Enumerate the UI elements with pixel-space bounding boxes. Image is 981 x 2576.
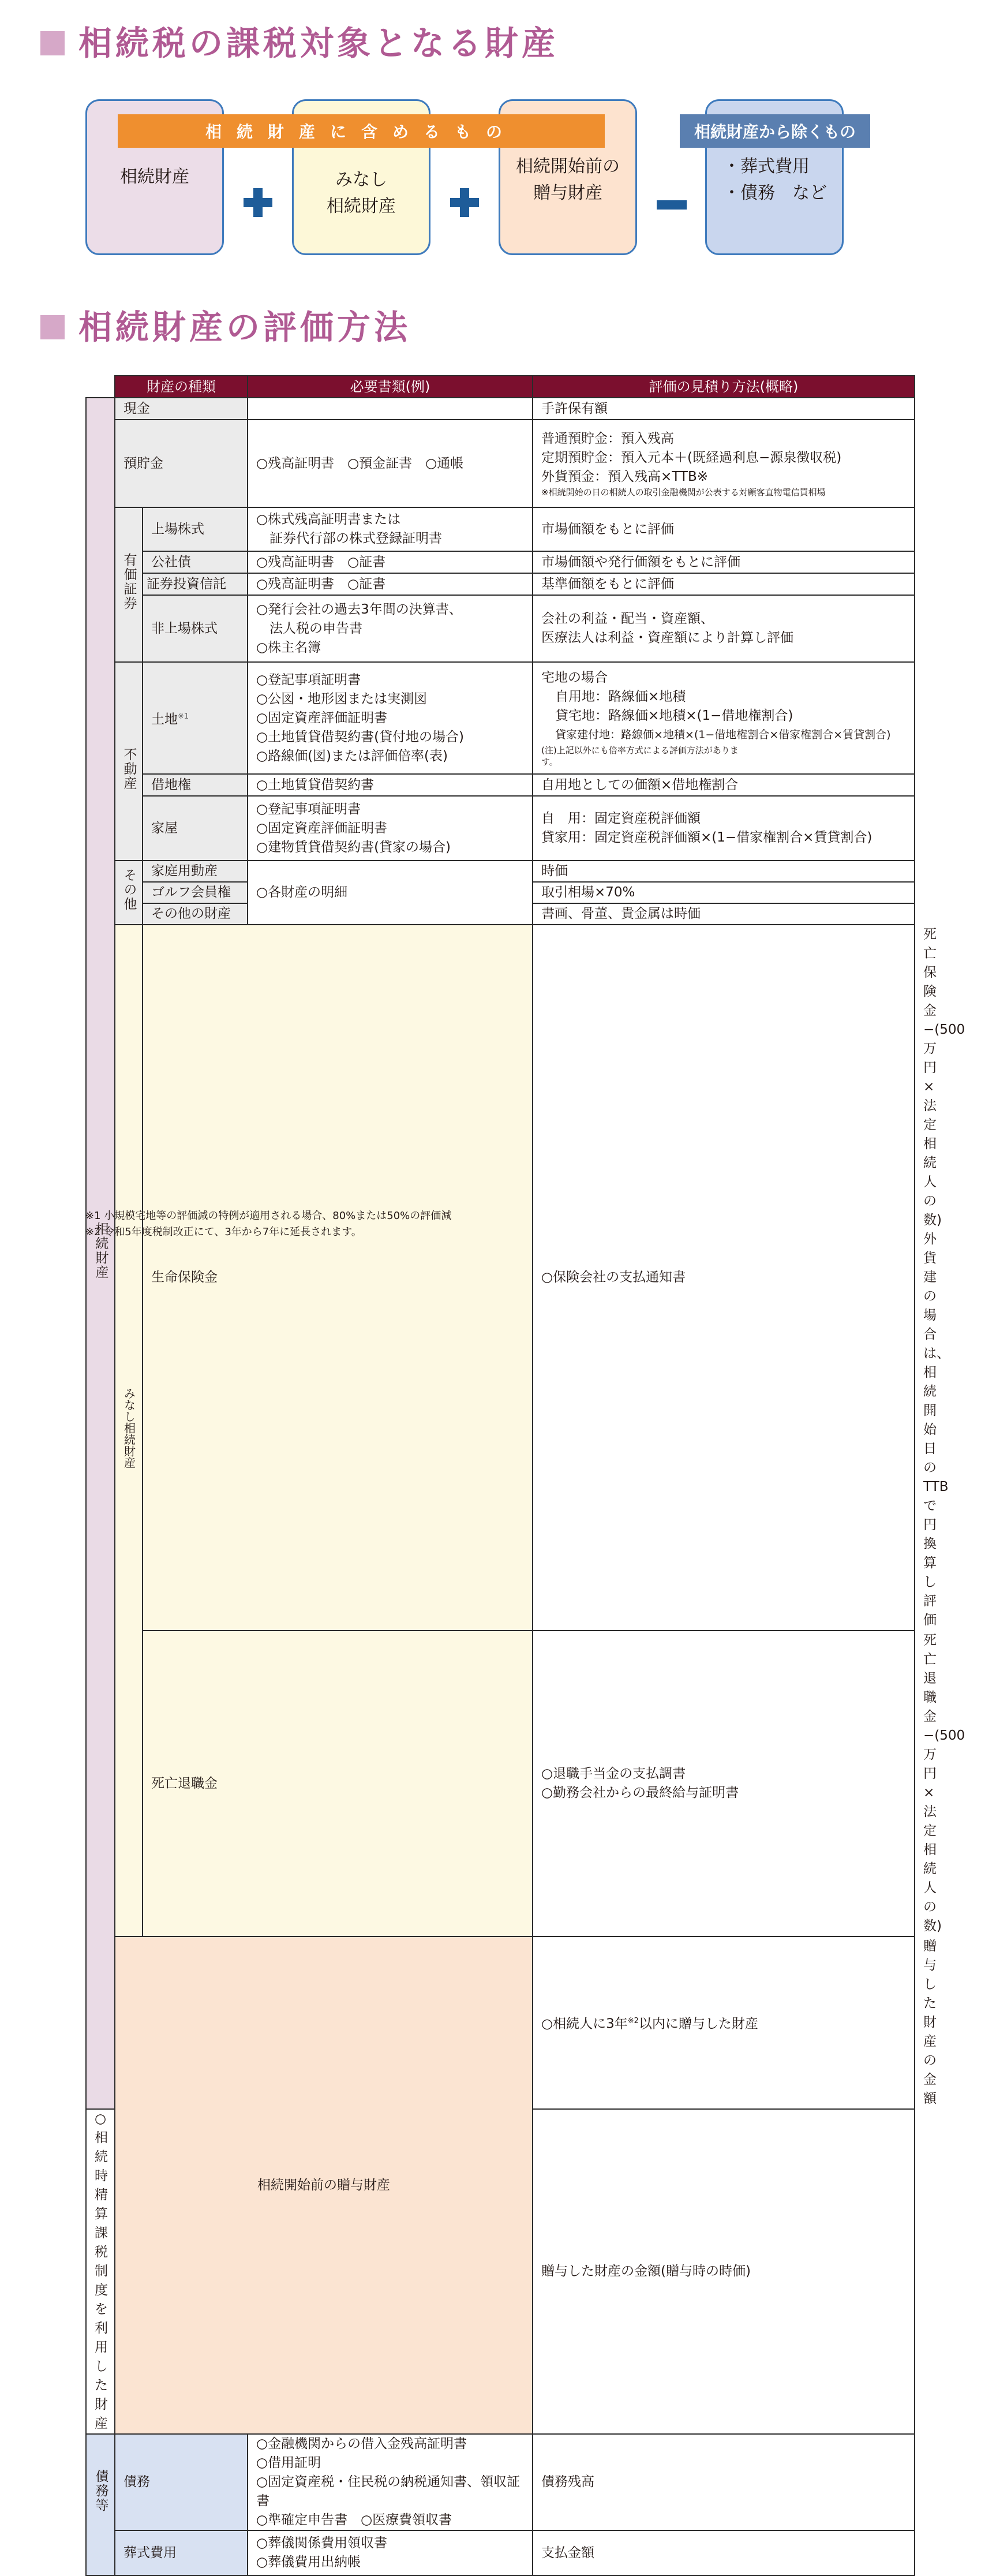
asset-type: 相続開始前の贈与財産 (115, 1936, 533, 2434)
box-inheritance-assets-label: 相続財産 (120, 166, 189, 187)
table-row (86, 595, 915, 662)
valuation-table (85, 375, 965, 2576)
group-inheritance-assets: 相続財産 (86, 398, 115, 2109)
documents-cell: ○葬儀関係費用領収書 ○葬儀費用出納帳 (248, 2530, 533, 2575)
table-row (86, 398, 915, 420)
method-cell: 自 用：固定資産税評価額 貸家用：固定資産税評価額×(1−借家権割合×賃貸割合) (533, 796, 915, 861)
table-row (86, 796, 915, 861)
table-row (86, 774, 915, 796)
table-row (86, 507, 915, 551)
method-cell: 支払金額 (533, 2530, 915, 2575)
section-marker (40, 315, 65, 339)
asset-type: 非上場株式 (143, 595, 248, 662)
asset-type: 葬式費用 (115, 2530, 248, 2575)
asset-type: 証券投資信託 (143, 573, 248, 595)
documents-cell: ○登記事項証明書 ○公図・地形図または実測図 ○固定資産評価証明書 ○土地賃貸借契約書(貸付地の場合) ○路線価(図)または評価倍率(表) (248, 662, 533, 774)
asset-type: 公社債 (143, 551, 248, 573)
section-title-valuation: 相続財産の評価方法 (78, 308, 411, 347)
documents-cell: ○残高証明書 ○証書 (248, 573, 533, 595)
documents-cell: ○各財産の明細 (248, 861, 533, 925)
method-line: 普通預貯金：預入残高 (541, 431, 674, 446)
method-cell: 市場価額をもとに評価 (533, 507, 915, 551)
method-line: 貸宅地：路線価×地積×(1−借地権割合) (555, 708, 793, 723)
plus-icon (450, 188, 479, 217)
method-cell (533, 662, 915, 774)
header-method: 評価の見積り方法(概略) (533, 376, 915, 398)
asset-type: 死亡退職金 (143, 1631, 533, 1936)
asset-type: 上場株式 (143, 507, 248, 551)
table-row: 死亡退職金 ○退職手当金の支払調書 ○勤務会社からの最終給与証明書 死亡退職金−(500万円×法定相続人の数) (86, 1631, 915, 1936)
table-row (86, 573, 915, 595)
section-title-taxable-assets: 相続税の課税対象となる財産 (78, 24, 559, 63)
documents-cell (248, 398, 533, 420)
footnote-1: ※1 小規模宅地等の評価減の特例が適用される場合、80%または50%の評価減 (85, 1210, 452, 1222)
asset-type: 借地権 (143, 774, 248, 796)
table-row (86, 662, 915, 774)
table-row (86, 420, 915, 507)
method-line: 外貨預金：預入残高×TTB※ (541, 469, 709, 484)
documents-cell: ○金融機関からの借入金残高証明書 ○借用証明 ○固定資産税・住民税の納税通知書、領収証書 ○準確定申告書 ○医療費領収書 (248, 2434, 533, 2530)
header-documents: 必要書類(例) (248, 376, 533, 398)
table-row (86, 861, 915, 882)
table-row: 相続開始前の贈与財産 ○相続人に3年$^{※2}$以内に贈与した財産 贈与した財産の金額 (86, 1936, 915, 2109)
documents-cell: ○退職手当金の支払調書 ○勤務会社からの最終給与証明書 (533, 1631, 915, 1936)
documents-cell: ○相続時精算課税制度を利用した財産 (86, 2109, 115, 2434)
header-asset-type: 財産の種類 (115, 376, 248, 398)
table-row (86, 551, 915, 573)
asset-type: その他の財産 (143, 903, 248, 925)
documents-cell: ○残高証明書 ○預金証書 ○通帳 (248, 420, 533, 507)
group-deemed-assets: みなし相続財産 (115, 925, 143, 1936)
table-row: みなし相続財産 生命保険金 ○保険会社の支払通知書 死亡保険金−(500万円×法定相続人の数) 外貨建の場合は、相続開始日のTTBで円換算し評価 (86, 925, 915, 1631)
method-note: (注)上記以外にも倍率方式による評価方法がありま す。 (541, 745, 739, 767)
group-other: その他 (115, 861, 143, 925)
asset-type: 預貯金 (115, 420, 248, 507)
method-cell: 贈与した財産の金額(贈与時の時価) (533, 2109, 915, 2434)
method-line: 宅地の場合 (541, 670, 608, 685)
table-row (86, 2434, 915, 2530)
box-excluded-items-label: ・葬式費用 ・債務 など (723, 156, 827, 203)
method-cell: 基準価額をもとに評価 (533, 573, 915, 595)
documents-cell: ○登記事項証明書 ○固定資産評価証明書 ○建物賃貸借契約書(貸家の場合) (248, 796, 533, 861)
footnote-2: ※2 令和5年度税制改正にて、3年から7年に延長されます。 (85, 1226, 362, 1238)
method-cell: 手許保有額 (533, 398, 915, 420)
method-line: 定期預貯金：預入元本＋(既経過利息−源泉徴収税) (541, 450, 842, 465)
documents-cell: ○発行会社の過去3年間の決算書、 法人税の申告書 ○株主名簿 (248, 595, 533, 662)
group-real-estate: 不動産 (115, 662, 143, 861)
method-note: ※相続開始の日の相続人の取引金融機関が公表する対顧客直物電信買相場 (541, 487, 826, 498)
box-deemed-assets-label: みなし 相続財産 (327, 169, 396, 216)
method-cell: 市場価額や発行価額をもとに評価 (533, 551, 915, 573)
method-cell: 書画、骨董、貴金属は時価 (533, 903, 915, 925)
method-line: 貸家建付地：路線価×地積×(1−借地権割合×借家権割合×賃貸割合) (555, 728, 891, 741)
asset-type: 債務 (115, 2434, 248, 2530)
documents-cell: ○保険会社の支払通知書 (533, 925, 915, 1631)
section-marker (40, 31, 65, 55)
minus-icon (657, 200, 687, 210)
box-prior-gift-assets-label: 相続開始前の 贈与財産 (516, 156, 620, 203)
asset-type: 家庭用動産 (143, 861, 248, 882)
asset-type: 家屋 (143, 796, 248, 861)
group-debts: 債務等 (86, 2434, 115, 2575)
table-row (86, 2530, 915, 2575)
asset-type: ゴルフ会員権 (143, 882, 248, 903)
table-header-row (86, 376, 915, 398)
plus-icon (244, 188, 272, 217)
documents-cell: ○残高証明書 ○証書 (248, 551, 533, 573)
header-blank (86, 376, 115, 398)
documents-cell: ○相続人に3年$^{※2}$以内に贈与した財産 (533, 1936, 915, 2109)
method-cell: 会社の利益・配当・資産額、 医療法人は利益・資産額により計算し評価 (533, 595, 915, 662)
asset-type: 現金 (115, 398, 248, 420)
asset-type: 土地$^{※1}$ (143, 662, 248, 774)
group-securities: 有価証券 (115, 507, 143, 662)
footnote-ref: ※1 (178, 712, 189, 721)
method-line: 自用地：路線価×地積 (555, 689, 686, 704)
include-band: 相続財産に含めるもの (118, 114, 605, 148)
exclude-band: 相続財産から除くもの (680, 114, 870, 148)
method-cell: 時価 (533, 861, 915, 882)
method-cell: 自用地としての価額×借地権割合 (533, 774, 915, 796)
method-cell: 債務残高 (533, 2434, 915, 2530)
method-cell (533, 420, 915, 507)
documents-cell: ○土地賃貸借契約書 (248, 774, 533, 796)
documents-cell: ○株式残高証明書または 証券代行部の株式登録証明書 (248, 507, 533, 551)
asset-type: 生命保険金 (143, 925, 533, 1631)
footnote-ref: ※2 (627, 2017, 639, 2026)
method-cell: 取引相場×70% (533, 882, 915, 903)
